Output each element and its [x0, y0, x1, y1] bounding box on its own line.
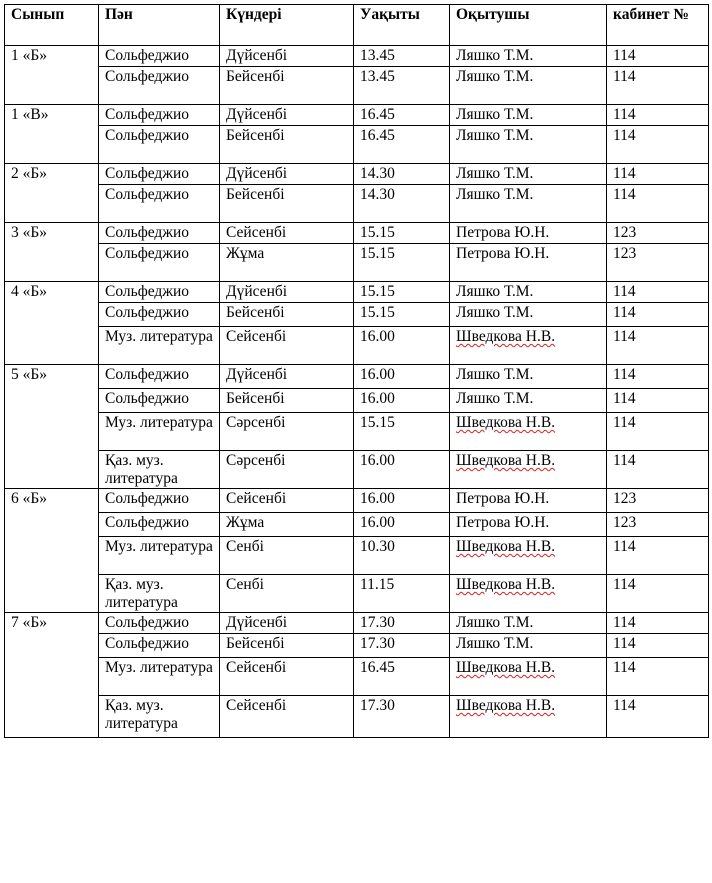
subject-cell: Сольфеджио	[99, 634, 220, 658]
day-cell: Дүйсенбі	[220, 46, 354, 67]
day-cell: Сейсенбі	[220, 223, 354, 244]
room-cell: 114	[607, 67, 709, 105]
room-cell: 114	[607, 575, 709, 613]
subject-cell: Сольфеджио	[99, 513, 220, 537]
day-cell: Сәрсенбі	[220, 451, 354, 489]
time-cell: 14.30	[354, 185, 450, 223]
day-cell: Дүйсенбі	[220, 164, 354, 185]
subject-cell: Сольфеджио	[99, 489, 220, 513]
table-row	[5, 244, 709, 282]
table-row	[5, 575, 709, 613]
teacher-name: Шведкова Н.В.	[456, 538, 556, 555]
header-days: Күндері	[220, 5, 354, 46]
class-cell: 4 «Б»	[5, 282, 99, 365]
room-cell: 123	[607, 489, 709, 513]
teacher-cell: Ляшко Т.М.	[450, 164, 607, 185]
table-row	[5, 613, 709, 634]
schedule-table	[4, 4, 709, 738]
subject-text: Қаз. муз. литература	[105, 452, 178, 487]
subject-cell: Муз. литература	[99, 327, 220, 365]
teacher-cell	[450, 537, 607, 575]
class-cell: 1 «Б»	[5, 46, 99, 105]
time-cell: 13.45	[354, 67, 450, 105]
subject-cell	[99, 575, 220, 613]
time-cell: 15.15	[354, 303, 450, 327]
subject-cell: Сольфеджио	[99, 223, 220, 244]
subject-cell	[99, 696, 220, 738]
room-cell: 114	[607, 613, 709, 634]
time-cell: 15.15	[354, 244, 450, 282]
teacher-cell: Ляшко Т.М.	[450, 67, 607, 105]
table-row	[5, 164, 709, 185]
day-cell: Бейсенбі	[220, 185, 354, 223]
subject-cell: Муз. литература	[99, 537, 220, 575]
day-cell: Сенбі	[220, 575, 354, 613]
table-row	[5, 634, 709, 658]
time-cell: 15.15	[354, 413, 450, 451]
teacher-cell: Ляшко Т.М.	[450, 185, 607, 223]
teacher-cell: Ляшко Т.М.	[450, 105, 607, 126]
time-cell: 16.45	[354, 658, 450, 696]
teacher-cell: Ляшко Т.М.	[450, 389, 607, 413]
table-row	[5, 537, 709, 575]
room-cell: 114	[607, 413, 709, 451]
room-cell: 123	[607, 223, 709, 244]
time-cell: 15.15	[354, 282, 450, 303]
time-cell: 10.30	[354, 537, 450, 575]
day-cell: Жұма	[220, 513, 354, 537]
day-cell: Сейсенбі	[220, 489, 354, 513]
room-cell: 114	[607, 365, 709, 389]
teacher-cell: Ляшко Т.М.	[450, 613, 607, 634]
table-row	[5, 282, 709, 303]
teacher-name: Шведкова Н.В.	[456, 659, 556, 676]
time-cell: 16.00	[354, 489, 450, 513]
subject-cell: Сольфеджио	[99, 389, 220, 413]
header-room: кабинет №	[607, 5, 709, 46]
day-cell: Дүйсенбі	[220, 282, 354, 303]
time-cell: 16.00	[354, 389, 450, 413]
table-row	[5, 126, 709, 164]
teacher-name: Шведкова Н.В.	[456, 452, 556, 469]
day-cell: Бейсенбі	[220, 303, 354, 327]
subject-cell: Сольфеджио	[99, 244, 220, 282]
room-cell: 114	[607, 105, 709, 126]
table-row	[5, 658, 709, 696]
room-cell: 114	[607, 282, 709, 303]
table-row	[5, 389, 709, 413]
header-subject: Пән	[99, 5, 220, 46]
day-cell: Жұма	[220, 244, 354, 282]
teacher-cell: Ляшко Т.М.	[450, 126, 607, 164]
subject-cell: Сольфеджио	[99, 164, 220, 185]
teacher-cell	[450, 696, 607, 738]
teacher-cell: Ляшко Т.М.	[450, 634, 607, 658]
class-cell: 7 «Б»	[5, 613, 99, 738]
subject-text: Қаз. муз. литература	[105, 576, 178, 611]
teacher-cell	[450, 413, 607, 451]
room-cell: 114	[607, 389, 709, 413]
teacher-name: Шведкова Н.В.	[456, 414, 556, 431]
table-row	[5, 46, 709, 67]
subject-cell: Муз. литература	[99, 658, 220, 696]
subject-cell	[99, 451, 220, 489]
day-cell: Бейсенбі	[220, 126, 354, 164]
room-cell: 114	[607, 634, 709, 658]
room-cell: 114	[607, 303, 709, 327]
teacher-cell: Петрова Ю.Н.	[450, 513, 607, 537]
day-cell: Бейсенбі	[220, 67, 354, 105]
subject-cell: Сольфеджио	[99, 282, 220, 303]
day-cell: Дүйсенбі	[220, 365, 354, 389]
table-row	[5, 451, 709, 489]
subject-cell: Сольфеджио	[99, 105, 220, 126]
time-cell: 15.15	[354, 223, 450, 244]
teacher-cell: Петрова Ю.Н.	[450, 244, 607, 282]
teacher-name: Шведкова Н.В.	[456, 697, 556, 714]
time-cell: 11.15	[354, 575, 450, 613]
time-cell: 16.45	[354, 126, 450, 164]
subject-cell: Сольфеджио	[99, 365, 220, 389]
room-cell: 114	[607, 451, 709, 489]
teacher-cell	[450, 575, 607, 613]
table-row	[5, 223, 709, 244]
time-cell: 17.30	[354, 634, 450, 658]
room-cell: 114	[607, 164, 709, 185]
class-cell: 1 «В»	[5, 105, 99, 164]
teacher-cell: Ляшко Т.М.	[450, 46, 607, 67]
table-row	[5, 67, 709, 105]
time-cell: 16.00	[354, 365, 450, 389]
room-cell: 114	[607, 185, 709, 223]
time-cell: 16.00	[354, 327, 450, 365]
teacher-cell	[450, 327, 607, 365]
header-class: Сынып	[5, 5, 99, 46]
subject-text: Қаз. муз. литература	[105, 697, 178, 732]
room-cell: 114	[607, 658, 709, 696]
subject-cell: Сольфеджио	[99, 126, 220, 164]
day-cell: Сенбі	[220, 537, 354, 575]
time-cell: 13.45	[354, 46, 450, 67]
room-cell: 123	[607, 513, 709, 537]
teacher-cell: Петрова Ю.Н.	[450, 223, 607, 244]
teacher-cell: Ляшко Т.М.	[450, 365, 607, 389]
subject-cell: Сольфеджио	[99, 185, 220, 223]
class-cell: 3 «Б»	[5, 223, 99, 282]
time-cell: 17.30	[354, 696, 450, 738]
room-cell: 114	[607, 537, 709, 575]
subject-cell: Сольфеджио	[99, 46, 220, 67]
header-row	[5, 5, 709, 46]
time-cell: 14.30	[354, 164, 450, 185]
table-row	[5, 696, 709, 738]
time-cell: 16.00	[354, 513, 450, 537]
table-row	[5, 327, 709, 365]
class-cell: 5 «Б»	[5, 365, 99, 489]
time-cell: 17.30	[354, 613, 450, 634]
class-cell: 6 «Б»	[5, 489, 99, 613]
teacher-cell: Ляшко Т.М.	[450, 303, 607, 327]
room-cell: 114	[607, 46, 709, 67]
teacher-cell	[450, 451, 607, 489]
room-cell: 114	[607, 126, 709, 164]
day-cell: Сейсенбі	[220, 696, 354, 738]
time-cell: 16.45	[354, 105, 450, 126]
day-cell: Сейсенбі	[220, 327, 354, 365]
header-teacher: Оқытушы	[450, 5, 607, 46]
teacher-cell: Петрова Ю.Н.	[450, 489, 607, 513]
table-row	[5, 303, 709, 327]
day-cell: Бейсенбі	[220, 634, 354, 658]
teacher-name: Шведкова Н.В.	[456, 576, 556, 593]
table-row	[5, 365, 709, 389]
day-cell: Сейсенбі	[220, 658, 354, 696]
table-row	[5, 185, 709, 223]
table-row	[5, 513, 709, 537]
time-cell: 16.00	[354, 451, 450, 489]
subject-cell: Сольфеджио	[99, 303, 220, 327]
header-time: Уақыты	[354, 5, 450, 46]
day-cell: Дүйсенбі	[220, 105, 354, 126]
teacher-name: Шведкова Н.В.	[456, 328, 556, 345]
room-cell: 114	[607, 696, 709, 738]
day-cell: Сәрсенбі	[220, 413, 354, 451]
room-cell: 123	[607, 244, 709, 282]
subject-cell: Сольфеджио	[99, 613, 220, 634]
table-row	[5, 413, 709, 451]
teacher-cell	[450, 658, 607, 696]
room-cell: 114	[607, 327, 709, 365]
table-row	[5, 105, 709, 126]
day-cell: Бейсенбі	[220, 389, 354, 413]
subject-cell: Муз. литература	[99, 413, 220, 451]
class-cell: 2 «Б»	[5, 164, 99, 223]
subject-cell: Сольфеджио	[99, 67, 220, 105]
day-cell: Дүйсенбі	[220, 613, 354, 634]
teacher-cell: Ляшко Т.М.	[450, 282, 607, 303]
table-row	[5, 489, 709, 513]
